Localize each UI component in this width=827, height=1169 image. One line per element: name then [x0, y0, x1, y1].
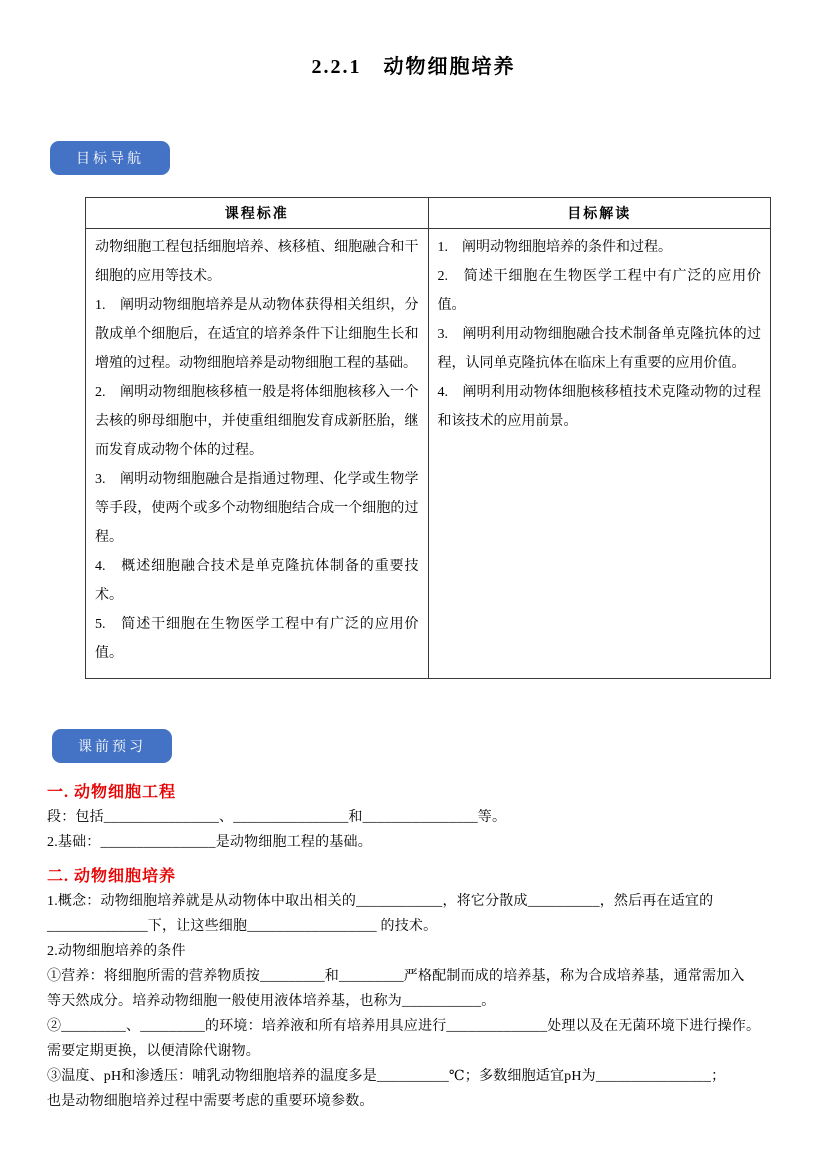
section2-heading: 二. 动物细胞培养: [47, 868, 177, 885]
preview-badge: 课前预习: [52, 729, 172, 763]
table-paragraph: 2. 阐明动物细胞核移植一般是将体细胞核移入一个去核的卵母细胞中，并使重组细胞发育成新胚胎，继而发育成动物个体的过程。: [95, 385, 419, 458]
table-paragraph: 4. 阐明利用动物体细胞核移植技术克隆动物的过程和该技术的应用前景。: [437, 385, 761, 429]
table-paragraph: 5. 简述干细胞在生物医学工程中有广泛的应用价值。: [95, 617, 419, 661]
table-paragraph: 2. 简述干细胞在生物医学工程中有广泛的应用价值。: [437, 269, 761, 313]
fill-blank-line: 也是动物细胞培养过程中需要考虑的重要环境参数。: [47, 1094, 374, 1109]
fill-blank-line: ③温度、pH和渗透压：哺乳动物细胞培养的温度多是__________℃；多数细胞适宜pH为________________；: [47, 1069, 726, 1084]
section1-body: [47, 805, 781, 855]
fill-blank-line: ②_________、_________的环境：培养液和所有培养用具应进行______________处理以及在无菌环境下进行操作。: [47, 1019, 761, 1034]
section1-heading: 一. 动物细胞工程: [47, 784, 177, 801]
table-paragraph: 4. 概述细胞融合技术是单克隆抗体制备的重要技术。: [95, 559, 419, 603]
fill-blank-line: 2.动物细胞培养的条件: [47, 944, 186, 959]
fill-blank-line: 段：包括________________、________________和________________等。: [47, 810, 507, 825]
table-paragraph: 1. 阐明动物细胞培养的条件和过程。: [437, 240, 672, 255]
goal-navigation-badge: 目标导航: [50, 141, 170, 175]
fill-blank-line: 需要定期更换，以便清除代谢物。: [47, 1044, 260, 1059]
preview-section: [47, 779, 781, 1114]
goals-table-body-row: [86, 229, 771, 679]
fill-blank-line: ①营养：将细胞所需的营养物质按_________和_________严格配制而成的培养基，称为合成培养基，通常需加入: [47, 969, 745, 984]
fill-blank-line: 2.基础：________________是动物细胞工程的基础。: [47, 835, 372, 850]
fill-blank-line: 1.概念：动物细胞培养就是从动物体中取出相关的____________，将它分散成__________，然后再在适宜的: [47, 894, 714, 909]
course-standards-cell: [86, 229, 429, 679]
goals-table-header-standards: 课程标准: [86, 198, 429, 229]
table-paragraph: 3. 阐明利用动物细胞融合技术制备单克隆抗体的过程，认同单克隆抗体在临床上有重要的应用价值。: [437, 327, 761, 371]
goal-navigation-badge-row: [50, 141, 827, 175]
section2-body: [47, 889, 781, 1114]
table-paragraph: 3. 阐明动物细胞融合是指通过物理、化学或生物学等手段，使两个或多个动物细胞结合成一个细胞的过程。: [95, 472, 419, 545]
goals-table-header-interpretation: 目标解读: [428, 198, 771, 229]
table-paragraph: 1. 阐明动物细胞培养是从动物体获得相关组织，分散成单个细胞后，在适宜的培养条件下让细胞生长和增殖的过程。动物细胞培养是动物细胞工程的基础。: [95, 298, 419, 371]
table-paragraph: 动物细胞工程包括细胞培养、核移植、细胞融合和干细胞的应用等技术。: [95, 240, 419, 284]
goals-table-header-row: [86, 198, 771, 229]
goals-table: [85, 197, 771, 679]
preview-badge-row: [52, 729, 827, 763]
page-title: 2.2.1 动物细胞培养: [311, 56, 516, 78]
fill-blank-line: 等天然成分。培养动物细胞一般使用液体培养基，也称为___________。: [47, 994, 496, 1009]
fill-blank-line: ______________下，让这些细胞__________________ 的技术。: [47, 919, 438, 934]
goal-interpretation-cell: [428, 229, 771, 679]
